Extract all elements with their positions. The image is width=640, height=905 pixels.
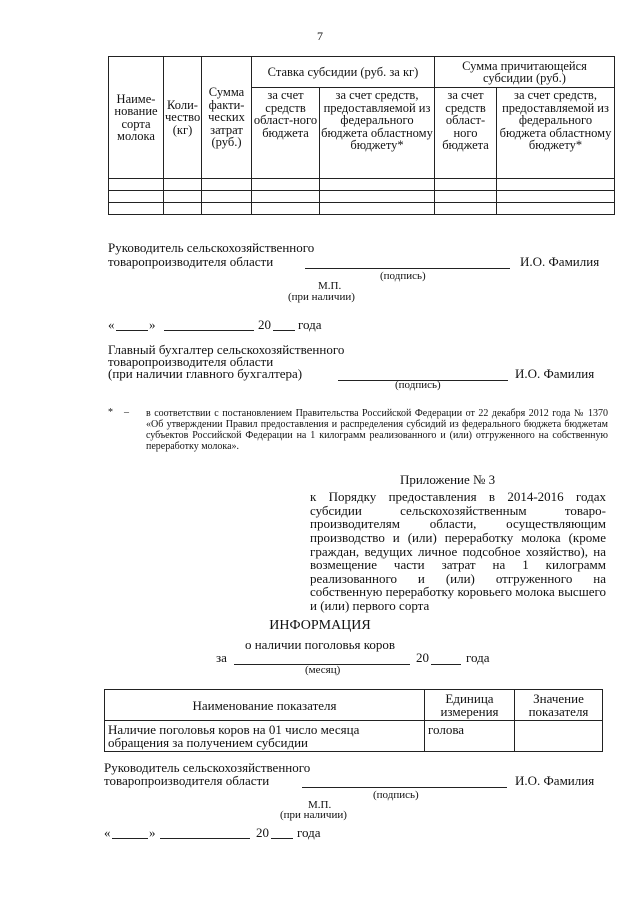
header-quantity: Коли-чество (кг) bbox=[164, 57, 202, 179]
appendix-title: Приложение № 3 bbox=[400, 472, 496, 487]
sign3-date-month-line bbox=[160, 826, 250, 839]
t2-cell-value bbox=[515, 721, 603, 752]
info-period-prefix: за bbox=[216, 650, 227, 665]
appendix-text: к Порядку предоставления в 2014-2016 годах субсидии сельскохозяйственным товаро-производителям области, осуществляющим производство и (или) переработку молока (кроме граждан, ведущих личное подсобное хозяйство), на возмещение части затрат на 1 килограмм реализованного и (или) отгруженного на собственную переработку коровьего молока высшего и (или) первого сорта bbox=[310, 489, 606, 614]
sign1-year-suffix: года bbox=[298, 317, 322, 332]
sign1-date-open: « bbox=[108, 317, 115, 332]
sign3-role-line1: Руководитель сельскохозяйственного bbox=[104, 760, 311, 775]
sign3-date-day-line bbox=[112, 826, 148, 839]
sign1-stamp-note: (при наличии) bbox=[288, 291, 355, 303]
sign1-date-month-line bbox=[164, 318, 254, 331]
sign1-name: И.О. Фамилия bbox=[520, 254, 600, 269]
cattle-info-table bbox=[104, 689, 603, 752]
footnote-marker: * bbox=[108, 407, 113, 418]
t2-cell-indicator: Наличие поголовья коров на 01 число месяца обращения за получением субсидии bbox=[105, 721, 425, 752]
table-row bbox=[105, 721, 603, 752]
sign1-signature-line bbox=[305, 256, 510, 269]
sign3-role-line2: товаропроизводителя области bbox=[104, 773, 270, 788]
info-title: ИНФОРМАЦИЯ bbox=[269, 618, 371, 633]
footnote-dash: – bbox=[124, 407, 129, 418]
sign1-role-line2: товаропроизводителя области bbox=[108, 254, 274, 269]
sign1-signature-caption: (подпись) bbox=[380, 270, 426, 282]
sign2-name: И.О. Фамилия bbox=[515, 366, 595, 381]
t2-header-unit: Единица измерения bbox=[425, 690, 515, 721]
sign2-role-line3: (при наличии главного бухгалтера) bbox=[108, 366, 303, 381]
sign2-signature-caption: (подпись) bbox=[395, 379, 441, 391]
sign3-year-suffix: года bbox=[297, 825, 321, 840]
sign1-role-line1: Руководитель сельскохозяйственного bbox=[108, 240, 315, 255]
sign3-stamp-note: (при наличии) bbox=[280, 809, 347, 821]
sign3-signature-line bbox=[302, 775, 507, 788]
sign3-date-open: « bbox=[104, 825, 111, 840]
header-sum-actual: Сумма факти-ческих затрат (руб.) bbox=[202, 57, 252, 179]
t2-header-indicator: Наименование показателя bbox=[105, 690, 425, 721]
sign3-year-line bbox=[271, 826, 293, 839]
sign1-stamp: М.П. bbox=[318, 280, 342, 292]
sign3-date-close: » bbox=[149, 825, 156, 840]
info-subtitle: о наличии поголовья коров bbox=[244, 637, 396, 652]
t2-header-value: Значение показателя bbox=[515, 690, 603, 721]
header-rate-group: Ставка субсидии (руб. за кг) bbox=[252, 57, 435, 88]
sign1-year-line bbox=[273, 318, 295, 331]
sign3-name: И.О. Фамилия bbox=[515, 773, 595, 788]
table-row bbox=[109, 191, 615, 203]
sign2-role-line2: товаропроизводителя области bbox=[108, 354, 274, 369]
t2-cell-unit: голова bbox=[425, 721, 515, 752]
subsidy-calculation-table bbox=[108, 56, 615, 215]
table-row bbox=[109, 203, 615, 215]
sign3-year-prefix: 20 bbox=[256, 825, 269, 840]
sign3-signature-caption: (подпись) bbox=[373, 789, 419, 801]
header-rate-federal: за счет средств, предоставляемой из федерального бюджета областному бюджету* bbox=[320, 88, 435, 179]
page-number: 7 bbox=[317, 29, 323, 43]
header-due-group: Сумма причитающейся субсидии (руб.) bbox=[435, 57, 615, 88]
info-year-prefix: 20 bbox=[416, 650, 429, 665]
table-row bbox=[109, 179, 615, 191]
sign3-stamp: М.П. bbox=[308, 799, 332, 811]
info-month-caption: (месяц) bbox=[305, 664, 341, 676]
info-year-suffix: года bbox=[466, 650, 490, 665]
header-variety: Наиме-нование сорта молока bbox=[109, 57, 164, 179]
sign1-year-prefix: 20 bbox=[258, 317, 271, 332]
header-rate-regional: за счет средств област-ного бюджета bbox=[252, 88, 320, 179]
sign1-date-close: » bbox=[149, 317, 156, 332]
sign1-date-day-line bbox=[116, 318, 148, 331]
footnote-text: в соответствии с постановлением Правительства Российской Федерации от 22 декабря 2012 года № 1370 «Об утверждении Правил предоставления и распределения субсидий из федерального бюджета бюджетам субъектов Российской Федерации на 1 килограмм реализованного и (или) отгруженного на собственную переработку молока». bbox=[146, 408, 608, 452]
header-due-regional: за счет средств област-ного бюджета bbox=[435, 88, 497, 179]
info-year-line bbox=[431, 652, 461, 665]
header-due-federal: за счет средств, предоставляемой из федерального бюджета областному бюджету* bbox=[497, 88, 615, 179]
sign2-role-line1: Главный бухгалтер сельскохозяйственного bbox=[108, 342, 345, 357]
